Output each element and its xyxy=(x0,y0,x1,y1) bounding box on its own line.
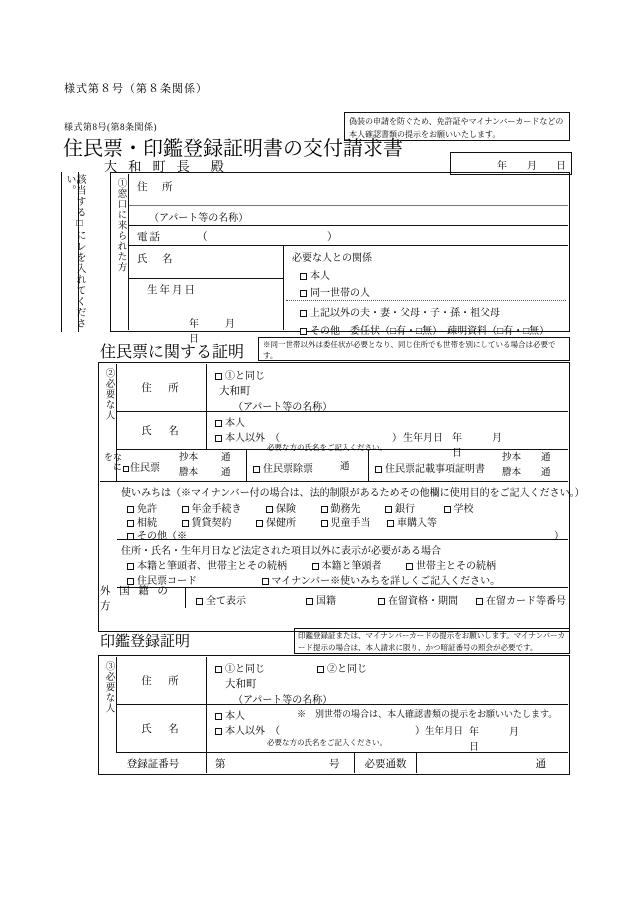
foreign-residence-status[interactable] xyxy=(378,592,458,607)
subject-birthdate-label: 生年月日 xyxy=(403,433,443,444)
purpose-health-center[interactable] xyxy=(256,514,296,529)
purpose-pension-label: 年金手続き xyxy=(191,504,242,515)
checkbox-icon[interactable] xyxy=(256,520,263,527)
registration-number-label-cell xyxy=(100,753,207,773)
checkbox-icon[interactable] xyxy=(266,506,273,513)
juminhyo-unit-abstract: 通 xyxy=(221,453,231,463)
seal-name-body[interactable] xyxy=(207,705,568,753)
checkbox-icon[interactable] xyxy=(215,713,222,720)
foreign-national-label xyxy=(100,586,186,612)
subject-address-same-label: ①と同じ xyxy=(225,371,265,382)
date-day-label: 日 xyxy=(556,161,566,172)
subject-name-hint: 必要な方の氏名をご記入ください。 xyxy=(267,443,387,452)
document-type-vertical-label-text: なにを xyxy=(103,452,122,472)
kisai-jiko-copy-full: 謄本 xyxy=(502,468,522,478)
subject-birth-year-label: 年 xyxy=(452,433,492,444)
page-title: 住民票・印鑑登録証明書の交付請求書 xyxy=(63,138,403,160)
applicant-telephone-label: 電話 xyxy=(137,232,162,243)
checkbox-icon[interactable] xyxy=(300,273,307,280)
subject-address-town: 大和町 xyxy=(219,386,251,397)
checkbox-icon[interactable] xyxy=(306,598,313,605)
extra-my-number-label: マイナンバー※使いみちを詳しくご記入ください。 xyxy=(271,576,501,587)
juminhyo-option[interactable] xyxy=(123,459,160,474)
kisai-jiko-units[interactable] xyxy=(541,451,551,481)
date-month-label: 月 xyxy=(527,161,537,172)
document-type-row xyxy=(117,450,568,482)
date-year-label: 年 xyxy=(497,161,507,172)
form-code-top: 様式第８号（第８条関係） xyxy=(64,83,208,95)
section3-vertical-label-text: ③必要な人 xyxy=(103,661,114,714)
purpose-workplace-label: 勤務先 xyxy=(330,504,361,515)
applicant-birth-month-label: 月 xyxy=(225,319,261,330)
juminhyo-jyohyo-unit: 通 xyxy=(340,462,350,472)
purpose-insurance[interactable] xyxy=(266,500,296,515)
form-code-sub: 様式第8号(第8条関係) xyxy=(64,122,157,132)
seal-name-other-option[interactable] xyxy=(215,722,280,737)
checkbox-icon[interactable] xyxy=(182,506,189,513)
purpose-row-1 xyxy=(127,500,474,515)
section3-title: 印鑑登録証明 xyxy=(100,634,191,650)
section2-vertical-label xyxy=(100,364,117,450)
extra-setainushi-zokugara-label: 世帯主とその続柄 xyxy=(416,561,496,572)
checkbox-icon[interactable] xyxy=(375,466,382,473)
checkbox-instruction-text: 該当する□にレを入れてください。 xyxy=(64,174,85,329)
document-type-juminhyo[interactable] xyxy=(117,450,247,482)
seal-birthdate-ymd xyxy=(469,723,568,753)
relation-title: 必要な人との関係 xyxy=(292,253,372,264)
relation-option-self-label: 本人 xyxy=(310,271,330,282)
applicant-birthdate-row[interactable] xyxy=(129,279,284,345)
checkbox-icon[interactable] xyxy=(215,728,222,735)
seal-name-label: 氏 名 xyxy=(141,724,182,735)
applicant-name-label: 氏 名 xyxy=(137,254,175,265)
section2-vertical-label-text: ②必要な人 xyxy=(103,368,114,421)
foreign-nationality-label: 国籍 xyxy=(316,596,336,607)
purpose-insurance-label: 保険 xyxy=(276,504,296,515)
purpose-car-purchase-label: 車購入等 xyxy=(397,518,437,529)
subject-address-same-as-1[interactable] xyxy=(215,367,265,382)
purpose-license[interactable] xyxy=(127,500,157,515)
foreign-residence-status-label: 在留資格・期間 xyxy=(388,596,458,607)
section3-vertical-label xyxy=(100,657,117,753)
applicant-address-label: 住 所 xyxy=(137,182,175,193)
identity-verification-notice: 偽装の申請を防ぐため、免許証やマイナンバーカードなどの本人確認書類の提示をお願いいたします。 xyxy=(344,112,570,141)
seal-name-self-label: 本人 xyxy=(225,711,245,722)
seal-birth-month-label: 月 xyxy=(509,727,549,738)
checkbox-icon[interactable] xyxy=(127,563,134,570)
seal-birthdate-label: 生年月日 xyxy=(425,727,464,737)
juminhyo-units[interactable] xyxy=(221,451,231,481)
juminhyo-jyohyo-option[interactable] xyxy=(253,460,313,475)
relation-option-same-household-label: 同一世帯の人 xyxy=(310,288,370,299)
foreign-residence-card-number-label: 在留カード等番号 xyxy=(486,596,566,607)
purpose-workplace[interactable] xyxy=(321,500,361,515)
registration-number-prefix: 第 xyxy=(215,759,226,770)
applicant-birth-day-label: 日 xyxy=(189,334,225,345)
relation-option-family[interactable] xyxy=(300,304,500,319)
extra-juminhyo-code-label: 住民票コード xyxy=(137,576,197,587)
foreign-residence-card-number[interactable] xyxy=(476,592,566,607)
document-type-vertical-label xyxy=(100,450,122,482)
registration-number-field[interactable] xyxy=(207,753,355,773)
purpose-license-label: 免許 xyxy=(137,504,157,515)
purpose-inheritance-label: 相続 xyxy=(137,518,157,529)
checkbox-icon[interactable] xyxy=(312,563,319,570)
checkbox-icon[interactable] xyxy=(300,290,307,297)
subject-name-label: 氏 名 xyxy=(141,426,182,437)
seal-name-other-label: 本人以外 （ xyxy=(225,726,280,737)
required-count-label-cell xyxy=(355,753,417,773)
checkbox-icon[interactable] xyxy=(444,506,451,513)
juminhyo-copy-abstract: 抄本 xyxy=(179,453,199,463)
relation-option-same-household[interactable] xyxy=(300,284,370,299)
subject-address-label: 住 所 xyxy=(141,383,182,394)
applicant-birth-year-label: 年 xyxy=(189,319,225,330)
seal-name-self-option[interactable] xyxy=(215,707,245,722)
checkbox-icon[interactable] xyxy=(378,598,385,605)
subject-name-other-label: 本人以外 （ xyxy=(225,433,280,444)
applicant-apartment-label: （アパート等の名称） xyxy=(149,213,249,224)
subject-name-self-label: 本人 xyxy=(225,418,245,429)
kisai-jiko-copy-types xyxy=(502,451,521,481)
checkbox-icon[interactable] xyxy=(321,506,328,513)
subject-address-apartment-label: （アパート等の名称） xyxy=(233,402,333,413)
seal-birth-day-label: 日 xyxy=(469,742,509,753)
kisai-jiko-copy-abstract: 抄本 xyxy=(502,453,522,463)
applicant-relation-box xyxy=(284,246,568,337)
foreign-national-options xyxy=(186,588,568,608)
subject-address-label-cell xyxy=(117,364,207,412)
foreign-show-all-label: 全て表示 xyxy=(206,596,246,607)
checkbox-icon[interactable] xyxy=(127,506,134,513)
juminhyo-label: 住民票 xyxy=(130,463,160,474)
extra-my-number[interactable] xyxy=(262,572,501,587)
applicant-address-row[interactable] xyxy=(129,174,568,206)
foreign-show-all[interactable] xyxy=(196,592,246,607)
purpose-school[interactable] xyxy=(444,500,474,515)
seal-name-paren-close: ） xyxy=(415,726,425,737)
juminhyo-unit-full: 通 xyxy=(221,468,231,478)
purpose-other-paren-close: ） xyxy=(554,531,564,542)
subject-name-paren-close: ） xyxy=(392,433,402,444)
document-type-juminhyo-jyohyo[interactable] xyxy=(247,450,369,482)
checkbox-icon[interactable] xyxy=(253,466,260,473)
seal-address-body[interactable] xyxy=(207,657,568,705)
purpose-child-allowance[interactable] xyxy=(321,514,371,529)
purpose-school-label: 学校 xyxy=(453,504,474,515)
checkbox-icon[interactable] xyxy=(262,578,269,585)
purpose-bank[interactable] xyxy=(385,500,415,515)
seal-birth-year-label: 年 xyxy=(469,727,509,738)
seal-address-same-as-1[interactable] xyxy=(215,660,265,675)
checkbox-icon[interactable] xyxy=(215,435,222,442)
extra-setainushi-zokugara[interactable] xyxy=(406,557,496,572)
extra-display-items-block xyxy=(117,540,568,588)
extra-honseki-hittosha-setainushi-label: 本籍と筆頭者、世帯主とその続柄 xyxy=(137,561,287,572)
foreign-nationality[interactable] xyxy=(306,592,336,607)
foreign-national-label-text: 外 国 籍 の 方 xyxy=(100,586,171,612)
section1-vertical-label-text: ①窓口に来られた方 xyxy=(115,178,126,273)
checkbox-icon[interactable] xyxy=(215,373,222,380)
purpose-child-allowance-label: 児童手当 xyxy=(330,518,371,529)
seal-name-label-cell xyxy=(117,705,207,753)
applicant-birthdate-label: 生年月日 xyxy=(147,285,197,296)
checkbox-icon[interactable] xyxy=(385,506,392,513)
juminhyo-jyohyo-label: 住民票除票 xyxy=(263,464,313,475)
section2-title: 住民票に関する証明 xyxy=(100,344,245,361)
kisai-jiko-option[interactable] xyxy=(375,460,485,475)
kisai-jiko-unit-abstract: 通 xyxy=(541,453,551,463)
checkbox-icon[interactable] xyxy=(406,563,413,570)
section3-note: 印鑑登録証または、マイナンバーカードの提示をお願いします。マイナンバーカード提示の場合は、本人請求に限り、かつ暗証番号の照会が必要です。 xyxy=(294,628,570,654)
purpose-lease-label: 賃貸契約 xyxy=(191,518,232,529)
checkbox-icon[interactable] xyxy=(300,310,307,317)
addressee-line: 大 和 町 長 殿 xyxy=(104,159,228,174)
checkbox-instruction xyxy=(61,172,85,332)
kisai-jiko-unit-full: 通 xyxy=(541,468,551,478)
kisai-jiko-label: 住民票記載事項証明書 xyxy=(385,464,485,475)
juminhyo-copy-types xyxy=(179,451,198,481)
seal-address-apartment-label: （アパート等の名称） xyxy=(233,695,333,706)
subject-birth-month-label: 月 xyxy=(492,433,532,444)
checkbox-icon[interactable] xyxy=(476,598,483,605)
checkbox-icon[interactable] xyxy=(215,420,222,427)
seal-address-same-as-2-label: ②と同じ xyxy=(327,664,367,675)
registration-number-label: 登録証番号 xyxy=(126,758,180,770)
relation-option-other[interactable] xyxy=(300,322,549,337)
purpose-of-use-block xyxy=(117,482,585,542)
required-count-field[interactable] xyxy=(417,753,568,773)
subject-birth-day-label: 日 xyxy=(452,448,492,459)
purpose-health-center-label: 保健所 xyxy=(266,518,296,529)
checkbox-icon[interactable] xyxy=(123,466,129,472)
section1-vertical-label xyxy=(112,174,129,330)
seal-address-town: 大和町 xyxy=(225,679,257,690)
relation-option-self[interactable] xyxy=(300,267,330,282)
document-type-kisai-jiko[interactable] xyxy=(369,450,568,482)
purpose-of-use-title: 使いみちは（※マイナンバー付の場合は、法的制限があるためその他欄に使用目的をご記入ください。） xyxy=(121,488,585,499)
extra-honseki-hittosha-label: 本籍と筆頭者 xyxy=(321,561,382,572)
extra-honseki-hittosha[interactable] xyxy=(312,557,382,572)
extra-honseki-hittosha-setainushi[interactable] xyxy=(127,557,287,572)
relation-option-family-label: 上記以外の夫・妻・父母・子・孫・祖父母 xyxy=(310,308,500,319)
checkbox-icon[interactable] xyxy=(300,328,307,335)
checkbox-icon[interactable] xyxy=(317,666,324,673)
required-count-unit: 通 xyxy=(535,759,546,770)
applicant-telephone-row[interactable] xyxy=(129,226,568,246)
extra-display-items-title: 住所・氏名・生年月日など法定された項目以外に表示が必要がある場合 xyxy=(121,546,441,557)
applicant-telephone-paren: （ ） xyxy=(197,232,360,243)
checkbox-icon[interactable] xyxy=(321,520,328,527)
relation-option-other-label: その他 委任状（□有・□無） 疎明資料（□有・□無） xyxy=(310,326,550,337)
seal-address-label: 住 所 xyxy=(141,676,182,687)
required-count-label: 必要通数 xyxy=(364,758,407,770)
section2-note: ※同一世帯以外は委任状が必要となり、同じ住所でも世帯を別にしている場合は必要です。 xyxy=(258,337,570,361)
seal-address-same-as-1-label: ①と同じ xyxy=(225,664,265,675)
purpose-other-label: その他（※ xyxy=(137,531,187,542)
subject-name-self-option[interactable] xyxy=(215,414,245,429)
checkbox-icon[interactable] xyxy=(387,520,394,527)
extra-row-1 xyxy=(127,557,496,572)
relation-divider xyxy=(286,300,566,301)
checkbox-icon[interactable] xyxy=(215,666,222,673)
registration-number-suffix: 号 xyxy=(329,759,340,770)
subject-name-label-cell xyxy=(117,412,207,450)
seal-address-same-as-2[interactable] xyxy=(317,660,367,675)
seal-address-label-cell xyxy=(117,657,207,705)
purpose-lease[interactable] xyxy=(182,514,232,529)
applicant-apartment-row[interactable] xyxy=(129,206,568,226)
purpose-pension[interactable] xyxy=(182,500,242,515)
subject-address-body[interactable] xyxy=(207,364,568,412)
seal-name-self-note: ※ 別世帯の場合は、本人確認書類の提示をお願いいたします。 xyxy=(297,709,558,719)
juminhyo-copy-full: 謄本 xyxy=(179,468,199,478)
seal-name-hint: 必要な方の氏名をご記入ください。 xyxy=(267,738,387,747)
applicant-name-row[interactable] xyxy=(129,246,284,279)
purpose-bank-label: 銀行 xyxy=(395,504,415,515)
checkbox-icon[interactable] xyxy=(196,598,203,605)
purpose-car-purchase[interactable] xyxy=(387,514,437,529)
